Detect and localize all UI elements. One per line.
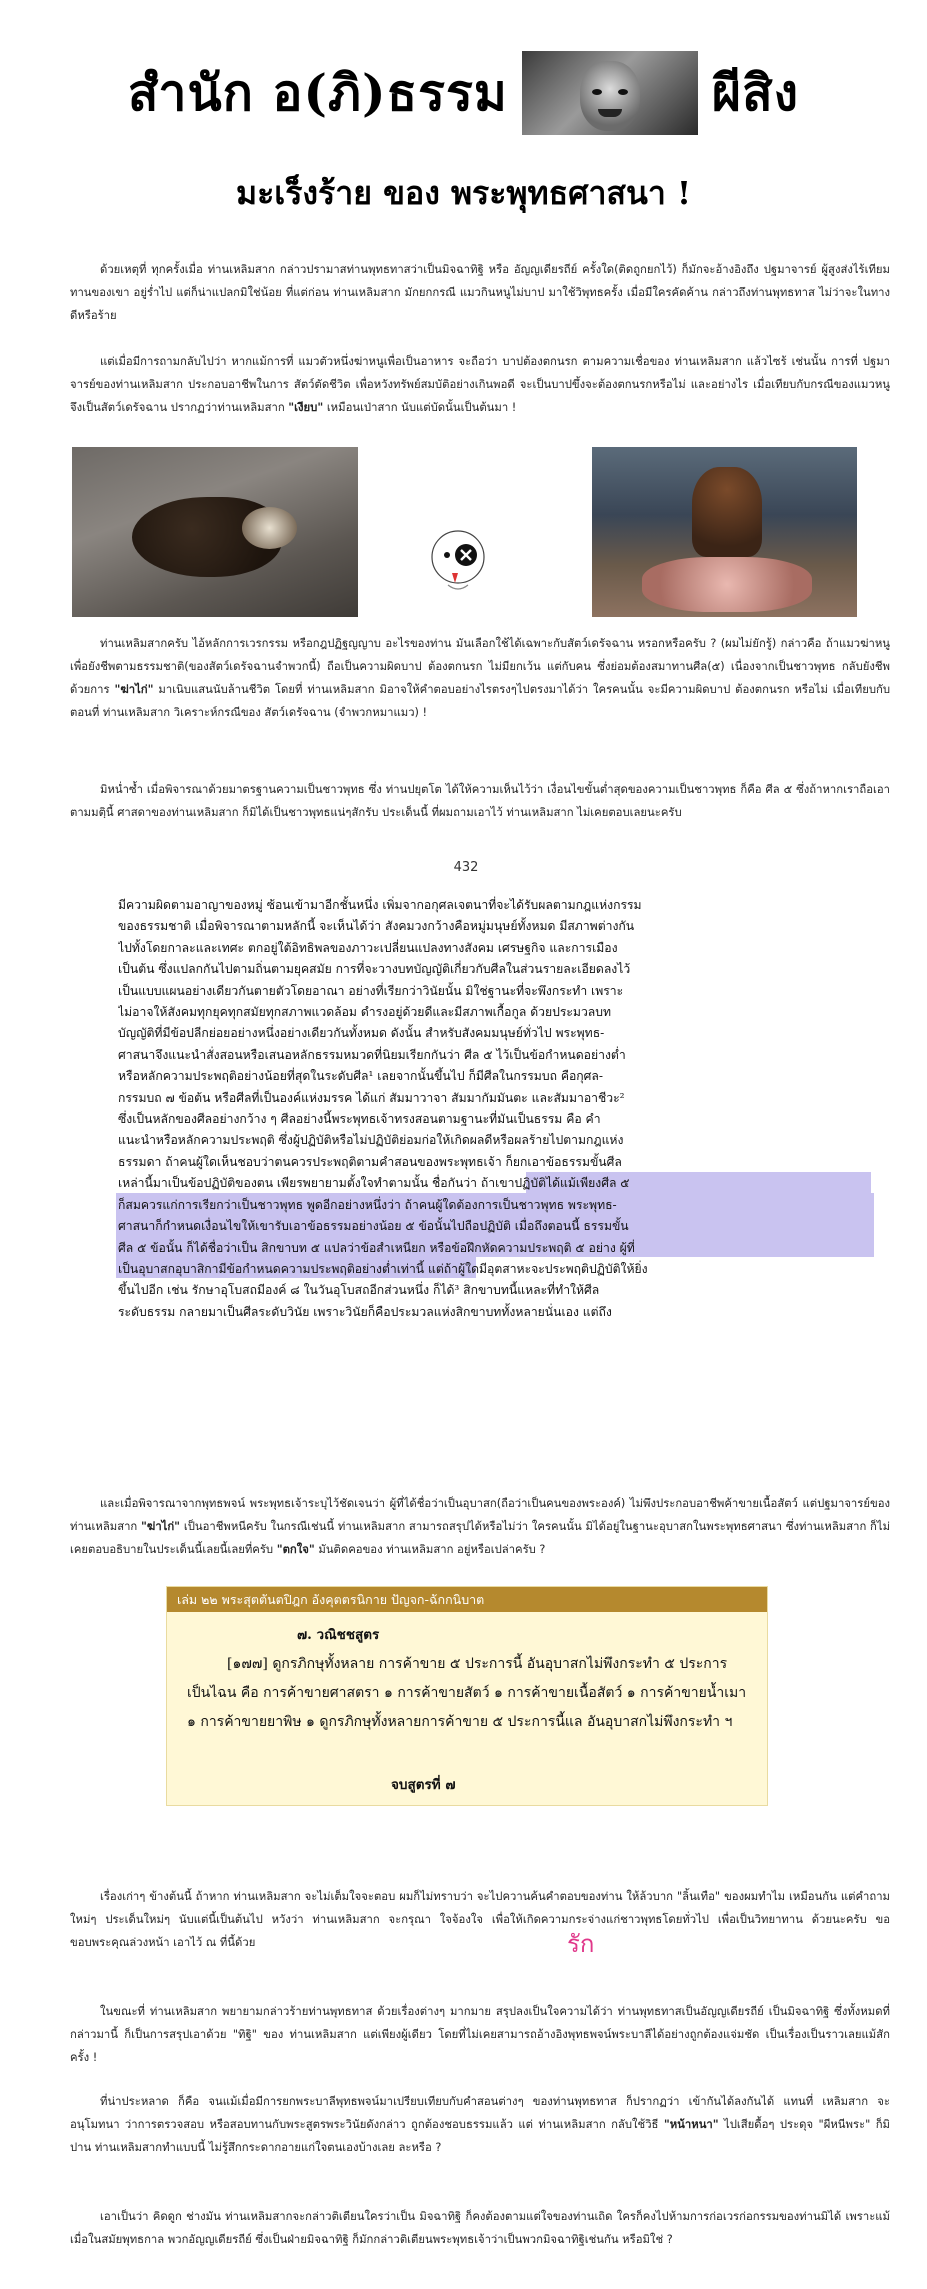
book-line: เป็นต้น ซึ่งแปลกกันไปตามถิ่นตามยุคสมัย การที่จะวางบทบัญญัติเกี่ยวกับศีลในส่วนรายละเอียดลงไว้ <box>118 962 631 977</box>
book-line: บัญญัติที่มีข้อปลีกย่อยอย่างหนึ่งอย่างเดียวกันทั้งหมด ดังนั้น สำหรับสังคมมนุษย์ทั่วไป พระพุทธ- <box>118 1026 605 1041</box>
butcher-photo <box>592 447 857 617</box>
book-line: แนะนำหรือหลักความประพฤติ ซึ่งผู้ปฏิบัติหรือไม่ปฏิบัติย่อมก่อให้เกิดผลดีหรือผลร้ายไปตามกฎแห่ง <box>118 1133 624 1148</box>
sutta-title: ๗. วณิชชสูตร <box>297 1627 380 1643</box>
book-line: ธรรมดา ถ้าคนผู้ใดเห็นชอบว่าตนควรประพฤติตามคำสอนของพระพุทธเจ้า ก็ยกเอาข้อธรรมขั้นศีล <box>118 1154 622 1169</box>
book-line: ก็สมควรแก่การเรียกว่าเป็นชาวพุทธ พูดอีกอย่างหนึ่งว่า ถ้าคนผู้ใดต้องการเป็นชาวพุทธ พระพุทธ- <box>118 1197 617 1212</box>
book-line: ระดับธรรม กลายมาเป็นศีลระดับวินัย เพราะวินัยก็คือประมวลแห่งสิกขาบททั้งหลายนั่นเอง แต่ถึง <box>118 1304 612 1319</box>
title-row <box>0 58 927 128</box>
book-line: ศาสนาจึงแนะนำสั่งสอนหรือเสนอหลักธรรมหมวดที่นิยมเรียกกันว่า ศีล ๕ ไว้เป็นข้อกำหนดอย่างต่ำ <box>118 1047 626 1062</box>
paragraph-6: เรื่องเก่าๆ ข้างต้นนี้ ถ้าหาก ท่านเหลิมสาก จะไม่เต็มใจจะตอบ ผมก็ไม่ทราบว่า จะไปควานค้นคำตอบของท่าน ให้ล้วบาก "ลิ้นเทือ" ของผมทำไม เหมือนกัน แต่คำถามใหม่ๆ ประเด็นใหม่ๆ นับแต่นี้เป็นต้นไป หวังว่า ท่านเหลิมสาก จะกรุณา ใจจ้องใจ เพื่อให้เกิดความกระจ่างแก่ชาวพุทธโดยทั่วไป เพื่อเป็นวิทยาทาน ด้วยนะครับ ขอขอบพระคุณล่วงหน้า เอาไว้ ณ ที่นี้ด้วย <box>70 1890 890 1949</box>
book-line: เป็นแบบแผนอย่างเดียวกันตายตัวโดยอาณา อย่างที่เรียกว่าวินัยนั้น มิใช่ฐานะที่จะพึงกระทำ เพราะ <box>118 983 624 998</box>
book-line: ไม่อาจให้สังคมทุกยุคทุกสมัยทุกสภาพแวดล้อม ดำรงอยู่ด้วยดีและมีสภาพเกื้อกูล ด้วยประมวลบท <box>118 1005 612 1020</box>
paragraph-2: แต่เมื่อมีการถามกลับไปว่า หากแม้การที่ แมวตัวหนึ่งฆ่าหนูเพื่อเป็นอาหาร จะถือว่า บาปต้องตกนรก ตามความเชื่อของ ท่านเหลิมสาก แล้วไซร้ เช่นนั้น การที่ ปฐมาจารย์ของท่านเหลิมสาก ประกอบอาชีพในการ สัตว์ตัดชีวิต เพื่อหวังทรัพย์สมบัติอย่างเกินพอดี จะเป็นบาปขึ้งจะต้องตกนรกหรือไม่ และอย่างไร เมื่อเทียบกับกรณีของแมวหนู จึงเป็นสัตว์เดรัจฉาน ปรากฏว่าท่านเหลิมสาก "เงียบ" เหมือนเป่าสาก นับแต่บัดนั้นเป็นต้นมา ! <box>70 355 890 414</box>
love-text: รัก <box>567 1930 595 1958</box>
book-line: เป็นอุบาสกอุบาสิกามีข้อกำหนดความประพฤติอย่างต่ำเท่านี้ แต่ถ้าผู้ใดมีอุตสาหะจะประพฤติปฏิบัติให้ยิ่ง <box>118 1261 648 1276</box>
mascot-icon <box>428 527 488 599</box>
book-line: มีความผิดตามอาญาของหมู่ ซ้อนเข้ามาอีกชั้นหนึ่ง เพิ่มจากอกุศลเจตนาที่จะได้รับผลตามกฎแห่งกรรม <box>118 898 642 912</box>
sutta-box <box>166 1586 768 1806</box>
book-line: ศาสนาก็กำหนดเงื่อนไขให้เขารับเอาข้อธรรมอย่างน้อย ๕ ข้อนั้นไปถือปฏิบัติ เมื่อถึงตอนนี้ ธรรมขั้น <box>118 1219 629 1234</box>
ferret-photo <box>72 447 358 617</box>
paragraph-5: และเมื่อพิจารณาจากพุทธพจน์ พระพุทธเจ้าระบุไว้ชัดเจนว่า ผู้ที่ได้ชื่อว่าเป็นอุบาสก(ถือว่าเป็นคนของพระองค์) ไม่พึงประกอบอาชีพค้าขายเนื้อสัตว์ แต่ปฐมาจารย์ของท่านเหลิมสาก "ฆ่าไก่" เป็นอาชีพหนีครับ ในกรณีเช่นนี้ ท่านเหลิมสาก สามารถสรุปได้หรือไม่ว่า ใครคนนั้น มิได้อยู่ในฐานะอุบาสกในพระพุทธศาสนา ซึ่งท่านเหลิมสาก ก็ไม่เคยตอบอธิบายในประเด็นนี้เลยนี้เลยที่ครับ "ตกใจ" มันติดคอของ ท่านเหลิมสาก อยู่หรือเปล่าครับ ? <box>70 1497 891 1556</box>
paragraph-1: ด้วยเหตุที่ ทุกครั้งเมื่อ ท่านเหลิมสาก กล่าวปรามาสท่านพุทธทาสว่าเป็นมิจฉาทิฐิ หรือ อัญญเดียรถีย์ ครั้งใด(ติดถูกยกไว้) ก็มักจะอ้างอิงถึง ปฐมาจารย์ ผู้สูงส่งไร้เทียมทานของเขา อยู่ร่ำไป แต่ก็น่าแปลกมิใช่น้อย ที่แต่ก่อน ท่านเหลิมสาก มักยกกรณี แมวกินหนูไม่บาป มาใช้วิพุทธครั้ง เมื่อมีใครคัดค้าน กล่าวถึงท่านพุทธทาส ไม่ว่าจะในทางดีหรือร้าย <box>70 263 890 322</box>
paragraph-8: ที่น่าประหลาด ก็คือ จนแม้เมื่อมีการยกพระบาลีพุทธพจน์มาเปรียบเทียบกับคำสอนต่างๆ ของท่านพุทธทาส ก็ปรากฏว่า เข้ากันได้ลงกันได้ แทนที่ เหลิมสาก จะอนุโมทนา ว่าการตรวจสอบ หรือสอบทานกับพระสูตรพระวินัยดังกล่าว ถูกต้องชอบธรรมแล้ว แต่ ท่านเหลิมสาก กลับใช้วิธี "หน้าหนา" ไปเสียดื้อๆ ประดุจ "ผีหนีพระ" ก็มิปาน ท่านเหลิมสากทำแบบนี้ ไม่รู้สึกกระดากอายแก่ใจตนเองบ้างเลย ละหรือ ? <box>70 2095 890 2154</box>
book-line: เหล่านี้มาเป็นข้อปฏิบัติของตน เพียรพยายามตั้งใจทำตามนั้น ชื่อกันว่า ถ้าเขาปฏิบัติได้แม้เพียงศีล ๕ <box>118 1176 630 1191</box>
paragraph-4: มิหน่ำซ้ำ เมื่อพิจารณาด้วยมาตรฐานความเป็นชาวพุทธ ซึ่ง ท่านปยุตโต ได้ให้ความเห็นไว้ว่า เงื่อนไขขั้นต่ำสุดของความเป็นชาวพุทธ ก็คือ ศีล ๕ ซึ่งถ้าหากเราถือเอาตามมติฺนี้ ศาสดาของท่านเหลิมสาก ก็มิได้เป็นชาวพุทธแน่ๆสักรับ ประเด็นนี้ ที่ผมถามเอาไว้ ท่านเหลิมสาก ไม่เคยตอบเลยนะครับ <box>70 783 890 819</box>
ghost-face-image <box>522 51 698 135</box>
paragraph-3: ท่านเหลิมสากครับ ไอ้หลักการเวรกรรม หรือกฎปฏิฐญญาบ อะไรของท่าน มันเลือกใช้ได้เฉพาะกับสัตว์เดรัจฉาน หรอกหรือครับ ? (ผมไม่ยักรู้) กล่าวคือ ถ้าแมวฆ่าหนูเพื่อยังชีพตามธรรมชาติ(ของสัตว์เดรัจฉานจำพวกนี้) ถือเป็นความผิดบาป ต้องตกนรก ไม่มียกเว้น แต่กับคน ซึ่งย่อมต้องสมาทานศีล(๕) เนื่องจากเป็นชาวพุทธ กลับยังชีพด้วยการ "ฆ่าไก่" มาเนิบแสนนับล้านชีวิต โดยที่ ท่านเหลิมสาก มิอาจให้คำตอบอย่างไรตรงๆไปตรงมาได้ว่า ใครคนนั้น จะมีความผิดบาป ต้องตกนรก หรือไม่ เมื่อเทียบกับ ตอนที่ ท่านเหลิมสาก วิเคราะห์กรณีของ สัตว์เดรัจฉาน (จำพวกหมาแมว) ! <box>70 637 891 719</box>
book-line: ไปทั้งโดยกาละและเทศะ ตกอยู่ใต้อิทธิพลของภาวะเปลี่ยนแปลงทางสังคม เศรษฐกิจ และการเมือง <box>118 940 618 955</box>
book-line: ขึ้นไปอีก เช่น รักษาอุโบสถมีองค์ ๘ ในวันอุโบสถอีกส่วนหนึ่ง ก็ได้³ สิกขาบทนี้แหละที่ทำให้ศีล <box>118 1283 600 1298</box>
book-page-number: 432 <box>453 860 479 875</box>
book-line: หรือหลักความประพฤติอย่างน้อยที่สุดในระดับศีล¹ เลยจากนั้นขึ้นไป ก็มีศีลในกรรมบถ คือกุศล- <box>118 1069 604 1084</box>
book-line: ซึ่งเป็นหลักของศีลอย่างกว้าง ๆ ศีลอย่างนี้พระพุทธเจ้าทรงสอนตามฐานะที่มันเป็นธรรม คือ คำ <box>118 1112 601 1127</box>
sutta-body: [๑๗๗] ดูกรภิกษุทั้งหลาย การค้าขาย ๕ ประการนี้ อันอุบาสกไม่พึงกระทำ ๕ ประการเป็นไฉน คือ การค้าขายศาสตรา ๑ การค้าขายสัตว์ ๑ การค้าขายเนื้อสัตว์ ๑ การค้าขายน้ำเมา ๑ การค้าขายยาพิษ ๑ ดูกรภิกษุทั้งหลายการค้าขาย ๕ ประการนี้แล อันอุบาสกไม่พึงกระทำ ฯ <box>187 1656 747 1730</box>
book-text <box>118 895 760 1323</box>
sutta-header: เล่ม ๒๒ พระสุตตันตปิฎก อังคุตตรนิกาย ปัญจก-ฉักกนิบาต <box>167 1587 767 1612</box>
paragraph-7: ในขณะที่ ท่านเหลิมสาก พยายามกล่าวร้ายท่านพุทธทาส ด้วยเรื่องต่างๆ มากมาย สรุปลงเป็นใจความได้ว่า ท่านพุทธทาสเป็นอัญญเดียรถีย์ เป็นมิจฉาทิฐิ ซึ่งทั้งหมดที่กล่าวมานี้ ก็เป็นการสรุปเอาด้วย "ทิฐิ" ของ ท่านเหลิมสาก แต่เพียงผู้เดียว โดยที่ไม่เคยสามารถอ้างอิงพุทธพจน์พระบาลีได้อย่างถูกต้องแจ่มชัด เป็นเรื่องเป็นราวเลยแม้สักครั้ง ! <box>70 2005 890 2064</box>
book-line: ศีล ๕ ข้อนั้น ก็ได้ชื่อว่าเป็น สิกขาบท ๕ แปลว่าข้อสำเหนียก หรือข้อฝึกหัดความประพฤติ ๕ อย่าง ผู้ที่ <box>118 1240 635 1255</box>
book-line: กรรมบถ ๗ ข้อต้น หรือศีลที่เป็นองค์แห่งมรรค ได้แก่ สัมมาวาจา สัมมากัมมันตะ และสัมมาอาชีวะ² <box>118 1090 625 1105</box>
paragraph-9: เอาเป็นว่า คิดดูก ช่างมัน ท่านเหลิมสากจะกล่าวติเตียนใครว่าเป็น มิจฉาทิฐิ ก็คงต้องตามแต่ใจของท่านเถิด ใครก็คงไปห้ามการก่อเวรก่อกรรมของท่านมิได้ เพราะแม้เมื่อในสมัยพุทธกาล พวกอัญญเดียรถีย์ ซึ่งเป็นฝ่ายมิจฉาทิฐิ ก็มักกล่าวติเตียนพระพุทธเจ้าว่าเป็นพวกมิจฉาทิฐิเช่นกัน หรือมิใช่ ? <box>70 2210 890 2246</box>
sutta-end: จบสูตรที่ ๗ <box>391 1777 456 1793</box>
title-right: ผีสิง <box>711 62 800 122</box>
book-line: ของธรรมชาติ เมื่อพิจารณาตามหลักนี้ จะเห็นได้ว่า สังคมวงกว้างคือหมู่มนุษย์ทั้งหมด มีสภาพต่างกัน <box>118 919 635 934</box>
page-subtitle: มะเร็งร้าย ของ พระพุทธศาสนา ! <box>236 174 691 212</box>
title-left: สำนัก อ(ภิ)ธรรม <box>127 62 508 122</box>
